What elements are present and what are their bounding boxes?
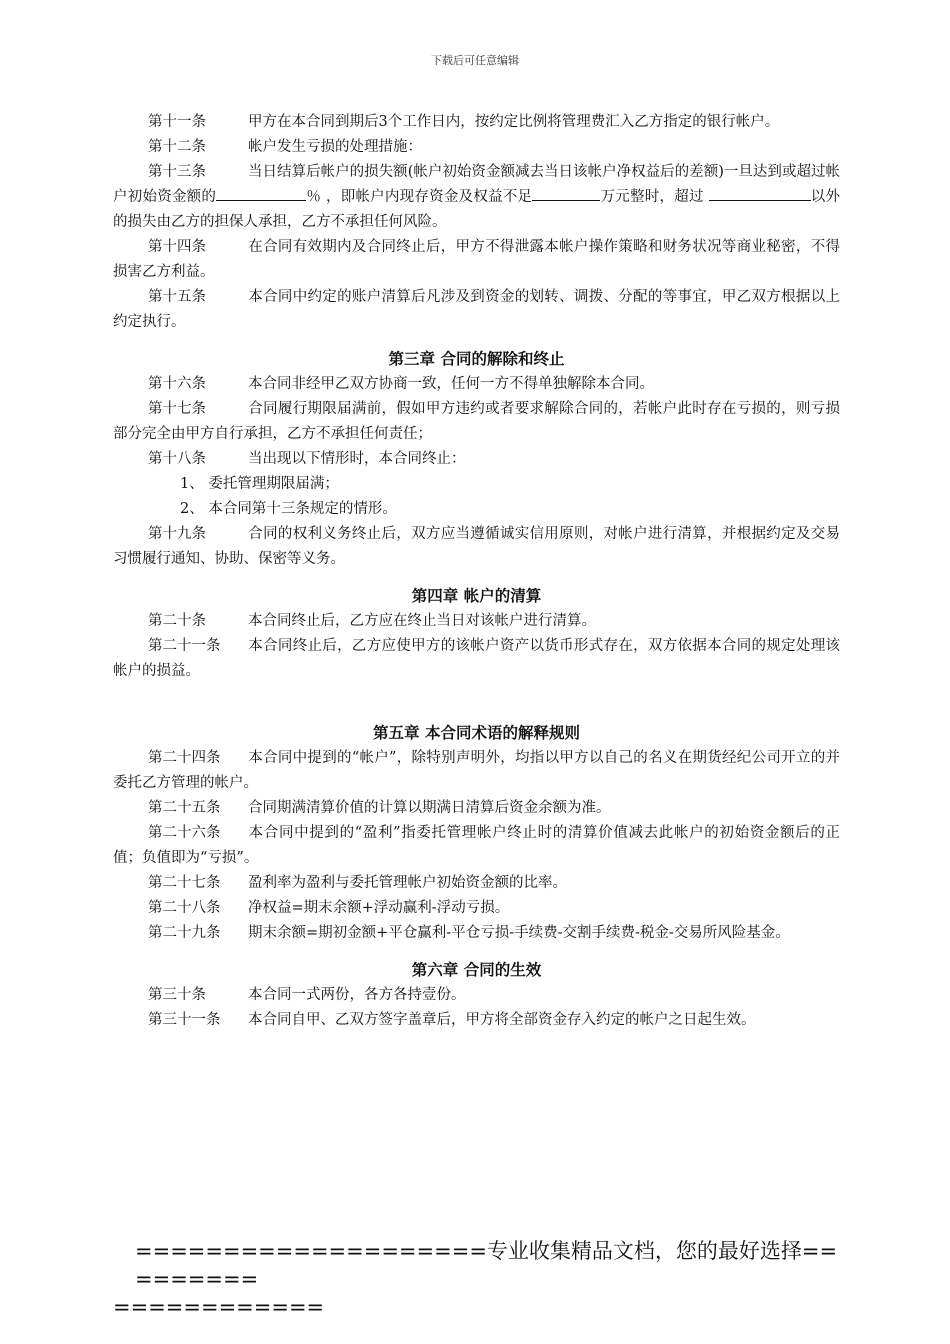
article-16 — [113, 372, 840, 397]
chapter-5-title: 第五章 本合同术语的解释规则 — [373, 724, 580, 742]
article-text: 盈利率为盈利与委托管理帐户初始资金额的比率。 — [248, 875, 567, 891]
page-header: 下载后可任意编辑 — [431, 54, 519, 67]
article-number: 第十五条 — [148, 289, 206, 305]
article-text: 本合同一式两份，各方各持壹份。 — [248, 987, 466, 1003]
chapter-6-title: 第六章 合同的生效 — [411, 961, 542, 979]
article-29 — [113, 921, 840, 946]
article-text: 本合同终止后，乙方应在终止当日对该帐户进行清算。 — [248, 613, 596, 629]
article-number: 第二十条 — [148, 613, 206, 629]
article-text: ％ ，即帐户内现存资金及权益不足 — [306, 189, 533, 205]
article-30 — [113, 983, 840, 1008]
article-28 — [113, 896, 840, 921]
article-number: 第二十五条 — [148, 800, 221, 816]
article-12 — [113, 135, 840, 160]
article-14 — [113, 235, 840, 285]
article-number: 第十九条 — [148, 526, 206, 542]
article-number: 第十六条 — [148, 376, 206, 392]
list-item: 1、 委托管理期限届满； — [180, 476, 339, 492]
article-21 — [113, 634, 840, 684]
article-15 — [113, 285, 840, 335]
article-text: 合同的权利义务终止后，双方应当遵循诚实信用原则，对帐户进行清算，并根据约定及交易习惯履行通知、协助、保密等义务。 — [113, 526, 840, 567]
article-text: 本合同自甲、乙双方签字盖章后，甲方将全部资金存入约定的帐户之日起生效。 — [248, 1012, 756, 1028]
article-number: 第三十一条 — [148, 1012, 221, 1028]
article-number: 第三十条 — [148, 987, 206, 1003]
article-number: 第二十八条 — [148, 900, 221, 916]
article-27 — [113, 871, 840, 896]
article-number: 第二十四条 — [148, 750, 221, 766]
article-text: 合同履行期限届满前，假如甲方违约或者要求解除合同的，若帐户此时存在亏损的，则亏损部分完全由甲方自行承担，乙方不承担任何责任； — [113, 401, 840, 442]
article-25 — [113, 796, 840, 821]
article-text: 当出现以下情形时，本合同终止： — [248, 451, 466, 467]
article-text: 帐户发生亏损的处理措施： — [248, 139, 422, 155]
article-text: 净权益=期末余额+浮动赢利-浮动亏损。 — [248, 900, 510, 916]
blank-line — [216, 185, 306, 201]
article-number: 第十四条 — [148, 239, 206, 255]
article-text: 本合同中约定的账户清算后凡涉及到资金的划转、调拨、分配的等事宜，甲乙双方根据以上约定执行。 — [113, 289, 840, 330]
article-number: 第十七条 — [148, 401, 206, 417]
article-text: 本合同非经甲乙双方协商一致，任何一方不得单独解除本合同。 — [248, 376, 654, 392]
article-text: 合同期满清算价值的计算以期满日清算后资金余额为准。 — [248, 800, 611, 816]
article-text: 本合同中提到的“帐户”，除特别声明外，均指以甲方以自己的名义在期货经纪公司开立的并委托乙方管理的帐户。 — [113, 750, 840, 791]
article-number: 第二十六条 — [148, 825, 221, 841]
article-24 — [113, 746, 840, 796]
article-18 — [113, 447, 840, 472]
article-20 — [113, 609, 840, 634]
article-text: 在合同有效期内及合同终止后，甲方不得泄露本帐户操作策略和财务状况等商业秘密，不得损害乙方利益。 — [113, 239, 840, 280]
article-number: 第十三条 — [148, 164, 206, 180]
article-17 — [113, 397, 840, 447]
article-text: 甲方在本合同到期后3个工作日内，按约定比例将管理费汇入乙方指定的银行帐户。 — [248, 114, 780, 130]
footer-line: ============ — [113, 1295, 325, 1319]
footer-banner — [113, 1237, 840, 1321]
article-number: 第二十一条 — [148, 638, 221, 654]
blank-line — [532, 185, 600, 201]
article-26 — [113, 821, 840, 871]
article-text: 以外的损失由乙方的担保人承担，乙方不承担任何风险。 — [113, 189, 841, 230]
article-number: 第十一条 — [148, 114, 206, 130]
article-text: 本合同终止后，乙方应使甲方的该帐户资产以货币形式存在，双方依据本合同的规定处理该帐户的损益。 — [113, 638, 840, 679]
article-text: 万元整时，超过 — [600, 189, 709, 205]
article-text: 期末余额=期初金额+平仓赢利-平仓亏损-手续费-交割手续费-税金-交易所风险基金。 — [248, 925, 790, 941]
article-text: 本合同中提到的“盈利”指委托管理帐户终止时的清算价值减去此帐户的初始资金额后的正值；负值即为“亏损”。 — [113, 825, 840, 866]
list-item: 2、 本合同第十三条规定的情形。 — [180, 501, 397, 517]
article-31 — [113, 1008, 840, 1033]
chapter-4-title: 第四章 帐户的清算 — [411, 587, 542, 605]
article-number: 第二十九条 — [148, 925, 221, 941]
article-text: 当日结算后帐户的损失额(帐户初始资金额减去当日该帐户净权益后的差额)一旦达到或超过帐户初始资金额的 — [113, 164, 840, 205]
article-11 — [113, 110, 840, 135]
chapter-3-title: 第三章 合同的解除和终止 — [388, 350, 565, 368]
article-number: 第二十七条 — [148, 875, 221, 891]
document-body — [113, 110, 840, 1033]
article-number: 第十八条 — [148, 451, 206, 467]
article-number: 第十二条 — [148, 139, 206, 155]
footer-line: ====================专业收集精品文档，您的最好选择========= — [135, 1239, 838, 1291]
article-19 — [113, 522, 840, 572]
blank-line — [709, 185, 811, 201]
article-13 — [113, 160, 840, 235]
